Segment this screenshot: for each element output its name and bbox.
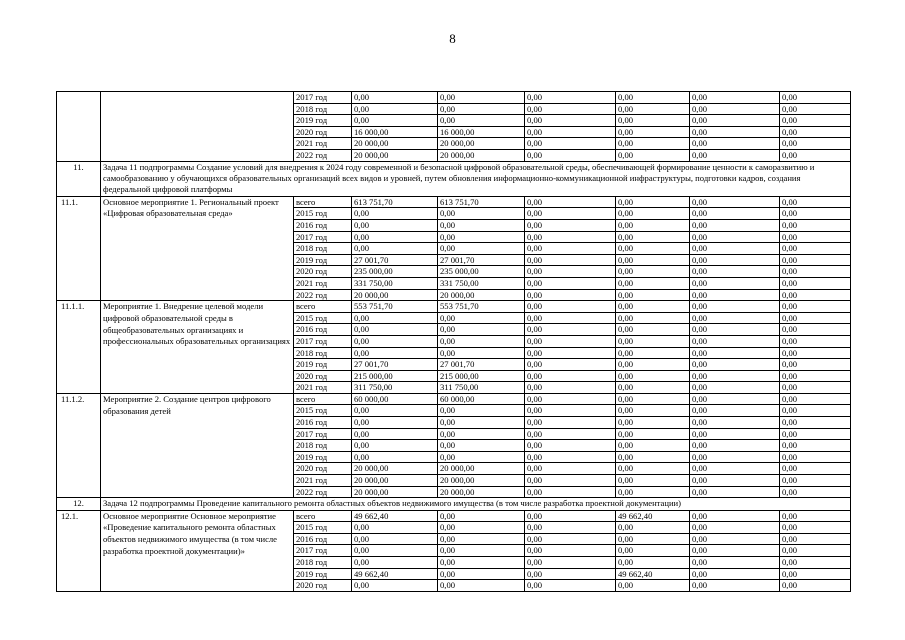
amount-cell: 0,00: [690, 126, 780, 138]
amount-cell: 27 001,70: [438, 359, 525, 371]
period-cell: 2018 год: [294, 440, 352, 452]
amount-cell: 0,00: [525, 486, 616, 498]
amount-cell: 0,00: [525, 126, 616, 138]
table-row: [57, 196, 851, 208]
table-row: [57, 301, 851, 313]
amount-cell: 311 750,00: [352, 382, 438, 394]
task-description: Задача 11 подпрограммы Создание условий для внедрения к 2024 году современной и безопасной цифровой образовательной среды, обеспечивающей формирование ценности к саморазвитию и самообразованию у обучающихся образовательных организаций всех видов и уровней, путем обновления информационно-коммуникационной инфраструктуры, подготовки кадров, создания федеральной цифровой платформы: [101, 161, 851, 196]
amount-cell: 0,00: [616, 370, 690, 382]
amount-cell: 0,00: [438, 115, 525, 127]
amount-cell: 0,00: [690, 393, 780, 405]
amount-cell: 0,00: [525, 92, 616, 104]
amount-cell: 0,00: [438, 522, 525, 534]
amount-cell: 331 750,00: [438, 277, 525, 289]
amount-cell: 0,00: [352, 405, 438, 417]
amount-cell: 0,00: [780, 405, 851, 417]
amount-cell: 60 000,00: [352, 393, 438, 405]
amount-cell: 0,00: [616, 208, 690, 220]
period-cell: 2021 год: [294, 277, 352, 289]
amount-cell: 0,00: [616, 289, 690, 301]
amount-cell: 0,00: [690, 568, 780, 580]
amount-cell: 20 000,00: [438, 475, 525, 487]
amount-cell: 0,00: [690, 115, 780, 127]
amount-cell: 0,00: [780, 568, 851, 580]
amount-cell: 0,00: [616, 486, 690, 498]
amount-cell: 0,00: [352, 115, 438, 127]
amount-cell: 0,00: [690, 277, 780, 289]
amount-cell: 0,00: [690, 370, 780, 382]
amount-cell: 0,00: [780, 103, 851, 115]
amount-cell: 0,00: [780, 115, 851, 127]
measure-code: 11.1.2.: [57, 393, 101, 497]
task-code: 11.: [57, 161, 101, 196]
measure-title: Основное мероприятие 1. Региональный проект «Цифровая образовательная среда»: [101, 196, 294, 300]
amount-cell: 0,00: [438, 347, 525, 359]
amount-cell: 0,00: [780, 451, 851, 463]
amount-cell: 0,00: [525, 289, 616, 301]
amount-cell: 0,00: [780, 312, 851, 324]
amount-cell: 0,00: [525, 312, 616, 324]
amount-cell: 0,00: [616, 557, 690, 569]
amount-cell: 0,00: [780, 557, 851, 569]
amount-cell: 0,00: [690, 428, 780, 440]
amount-cell: 0,00: [616, 347, 690, 359]
period-cell: 2017 год: [294, 231, 352, 243]
amount-cell: 20 000,00: [352, 475, 438, 487]
amount-cell: 235 000,00: [438, 266, 525, 278]
amount-cell: 0,00: [616, 243, 690, 255]
amount-cell: 0,00: [352, 417, 438, 429]
amount-cell: 0,00: [525, 510, 616, 522]
amount-cell: 0,00: [438, 243, 525, 255]
period-cell: 2021 год: [294, 475, 352, 487]
amount-cell: 0,00: [780, 243, 851, 255]
amount-cell: 0,00: [616, 580, 690, 592]
amount-cell: 20 000,00: [438, 463, 525, 475]
period-cell: всего: [294, 301, 352, 313]
amount-cell: 20 000,00: [438, 138, 525, 150]
amount-cell: 0,00: [616, 405, 690, 417]
amount-cell: 0,00: [690, 92, 780, 104]
measure-title: Мероприятие 1. Внедрение целевой модели цифровой образовательной среды в общеобразовательных организациях и профессиональных образовательных организациях: [101, 301, 294, 394]
amount-cell: 0,00: [616, 254, 690, 266]
amount-cell: 0,00: [616, 417, 690, 429]
amount-cell: 0,00: [616, 231, 690, 243]
amount-cell: 0,00: [616, 301, 690, 313]
period-cell: 2019 год: [294, 115, 352, 127]
amount-cell: 27 001,70: [352, 254, 438, 266]
amount-cell: 0,00: [780, 301, 851, 313]
period-cell: 2015 год: [294, 208, 352, 220]
task-description: Задача 12 подпрограммы Проведение капитального ремонта областных объектов недвижимого имущества (в том числе разработка проектной документации): [101, 498, 851, 510]
amount-cell: 0,00: [780, 417, 851, 429]
amount-cell: 0,00: [352, 219, 438, 231]
amount-cell: 0,00: [352, 557, 438, 569]
amount-cell: 0,00: [780, 359, 851, 371]
measure-code: [57, 92, 101, 162]
amount-cell: 0,00: [525, 301, 616, 313]
task-row: [57, 161, 851, 196]
amount-cell: 16 000,00: [352, 126, 438, 138]
amount-cell: 0,00: [525, 208, 616, 220]
amount-cell: 0,00: [616, 324, 690, 336]
amount-cell: 553 751,70: [352, 301, 438, 313]
amount-cell: 0,00: [780, 347, 851, 359]
amount-cell: 613 751,70: [352, 196, 438, 208]
task-row: [57, 498, 851, 510]
amount-cell: 20 000,00: [438, 149, 525, 161]
amount-cell: 0,00: [616, 463, 690, 475]
amount-cell: 0,00: [690, 545, 780, 557]
amount-cell: 0,00: [352, 312, 438, 324]
amount-cell: 0,00: [690, 451, 780, 463]
measure-code: 11.1.1.: [57, 301, 101, 394]
amount-cell: 0,00: [352, 451, 438, 463]
amount-cell: 0,00: [780, 231, 851, 243]
period-cell: 2017 год: [294, 428, 352, 440]
amount-cell: 0,00: [352, 231, 438, 243]
amount-cell: 0,00: [780, 486, 851, 498]
amount-cell: 0,00: [780, 126, 851, 138]
amount-cell: 0,00: [438, 440, 525, 452]
amount-cell: 0,00: [690, 463, 780, 475]
period-cell: 2020 год: [294, 370, 352, 382]
amount-cell: 0,00: [525, 533, 616, 545]
amount-cell: 0,00: [616, 103, 690, 115]
period-cell: 2022 год: [294, 289, 352, 301]
amount-cell: 0,00: [690, 382, 780, 394]
amount-cell: 0,00: [352, 208, 438, 220]
amount-cell: 0,00: [525, 103, 616, 115]
amount-cell: 0,00: [780, 266, 851, 278]
amount-cell: 0,00: [780, 149, 851, 161]
amount-cell: 0,00: [780, 324, 851, 336]
amount-cell: 0,00: [616, 533, 690, 545]
period-cell: 2018 год: [294, 243, 352, 255]
amount-cell: 0,00: [525, 393, 616, 405]
amount-cell: 0,00: [352, 92, 438, 104]
period-cell: 2019 год: [294, 568, 352, 580]
measure-title: Основное мероприятие Основное мероприятие «Проведение капитального ремонта областных объектов недвижимого имущества (в том числе разработка проектной документации)»: [101, 510, 294, 591]
period-cell: 2017 год: [294, 92, 352, 104]
amount-cell: 0,00: [780, 138, 851, 150]
amount-cell: 20 000,00: [352, 463, 438, 475]
amount-cell: 0,00: [352, 522, 438, 534]
period-cell: 2017 год: [294, 335, 352, 347]
period-cell: 2015 год: [294, 522, 352, 534]
amount-cell: 0,00: [690, 580, 780, 592]
period-cell: 2022 год: [294, 486, 352, 498]
amount-cell: 20 000,00: [352, 138, 438, 150]
amount-cell: 0,00: [690, 289, 780, 301]
amount-cell: 0,00: [525, 266, 616, 278]
amount-cell: 0,00: [616, 440, 690, 452]
amount-cell: 0,00: [616, 92, 690, 104]
period-cell: 2016 год: [294, 533, 352, 545]
amount-cell: 0,00: [616, 312, 690, 324]
amount-cell: 0,00: [690, 103, 780, 115]
amount-cell: 0,00: [525, 440, 616, 452]
amount-cell: 0,00: [525, 115, 616, 127]
period-cell: 2017 год: [294, 545, 352, 557]
amount-cell: 0,00: [780, 335, 851, 347]
amount-cell: 0,00: [690, 359, 780, 371]
amount-cell: 0,00: [525, 382, 616, 394]
amount-cell: 0,00: [525, 580, 616, 592]
table-row: [57, 510, 851, 522]
amount-cell: 0,00: [616, 277, 690, 289]
amount-cell: 0,00: [690, 266, 780, 278]
period-cell: 2020 год: [294, 580, 352, 592]
amount-cell: 0,00: [525, 557, 616, 569]
amount-cell: 0,00: [525, 370, 616, 382]
amount-cell: 0,00: [438, 92, 525, 104]
amount-cell: 60 000,00: [438, 393, 525, 405]
period-cell: 2018 год: [294, 347, 352, 359]
amount-cell: 0,00: [690, 522, 780, 534]
amount-cell: 235 000,00: [352, 266, 438, 278]
amount-cell: 0,00: [780, 428, 851, 440]
amount-cell: 0,00: [616, 359, 690, 371]
amount-cell: 0,00: [438, 510, 525, 522]
amount-cell: 0,00: [438, 335, 525, 347]
amount-cell: 0,00: [525, 196, 616, 208]
amount-cell: 0,00: [616, 475, 690, 487]
amount-cell: 0,00: [780, 580, 851, 592]
amount-cell: 0,00: [616, 545, 690, 557]
amount-cell: 0,00: [690, 335, 780, 347]
amount-cell: 27 001,70: [352, 359, 438, 371]
amount-cell: 0,00: [780, 277, 851, 289]
amount-cell: 0,00: [690, 510, 780, 522]
amount-cell: 0,00: [616, 115, 690, 127]
amount-cell: 0,00: [438, 417, 525, 429]
amount-cell: 0,00: [780, 545, 851, 557]
measure-code: 12.1.: [57, 510, 101, 591]
amount-cell: 0,00: [690, 486, 780, 498]
amount-cell: 49 662,40: [352, 568, 438, 580]
amount-cell: 0,00: [780, 475, 851, 487]
amount-cell: 0,00: [616, 382, 690, 394]
measure-title: Мероприятие 2. Создание центров цифрового образования детей: [101, 393, 294, 497]
amount-cell: 0,00: [438, 103, 525, 115]
amount-cell: 0,00: [780, 370, 851, 382]
period-cell: всего: [294, 510, 352, 522]
amount-cell: 49 662,40: [616, 510, 690, 522]
amount-cell: 0,00: [690, 324, 780, 336]
amount-cell: 0,00: [690, 254, 780, 266]
period-cell: 2015 год: [294, 312, 352, 324]
amount-cell: 0,00: [352, 335, 438, 347]
amount-cell: 0,00: [438, 405, 525, 417]
amount-cell: 0,00: [438, 312, 525, 324]
amount-cell: 0,00: [525, 359, 616, 371]
amount-cell: 0,00: [616, 266, 690, 278]
measure-code: 11.1.: [57, 196, 101, 300]
period-cell: 2021 год: [294, 138, 352, 150]
amount-cell: 0,00: [616, 219, 690, 231]
amount-cell: 0,00: [616, 149, 690, 161]
amount-cell: 0,00: [780, 196, 851, 208]
amount-cell: 0,00: [525, 475, 616, 487]
amount-cell: 0,00: [780, 393, 851, 405]
amount-cell: 311 750,00: [438, 382, 525, 394]
amount-cell: 0,00: [690, 231, 780, 243]
amount-cell: 20 000,00: [438, 289, 525, 301]
period-cell: 2016 год: [294, 417, 352, 429]
amount-cell: 0,00: [616, 393, 690, 405]
amount-cell: 0,00: [780, 208, 851, 220]
period-cell: 2022 год: [294, 149, 352, 161]
amount-cell: 0,00: [438, 580, 525, 592]
amount-cell: 0,00: [690, 208, 780, 220]
amount-cell: 0,00: [525, 463, 616, 475]
amount-cell: 0,00: [525, 522, 616, 534]
amount-cell: 0,00: [352, 324, 438, 336]
amount-cell: 0,00: [780, 289, 851, 301]
amount-cell: 0,00: [525, 405, 616, 417]
amount-cell: 0,00: [352, 243, 438, 255]
amount-cell: 0,00: [780, 219, 851, 231]
amount-cell: 0,00: [690, 417, 780, 429]
amount-cell: 0,00: [525, 138, 616, 150]
amount-cell: 0,00: [690, 196, 780, 208]
amount-cell: 0,00: [352, 533, 438, 545]
measure-title: [101, 92, 294, 162]
page-number: 8: [449, 31, 456, 46]
amount-cell: 0,00: [780, 533, 851, 545]
period-cell: 2016 год: [294, 219, 352, 231]
amount-cell: 0,00: [616, 196, 690, 208]
amount-cell: 49 662,40: [616, 568, 690, 580]
amount-cell: 0,00: [690, 475, 780, 487]
period-cell: всего: [294, 196, 352, 208]
period-cell: всего: [294, 393, 352, 405]
amount-cell: 0,00: [438, 545, 525, 557]
amount-cell: 0,00: [780, 382, 851, 394]
amount-cell: 0,00: [352, 428, 438, 440]
amount-cell: 0,00: [352, 545, 438, 557]
amount-cell: 0,00: [525, 428, 616, 440]
amount-cell: 0,00: [690, 405, 780, 417]
amount-cell: 0,00: [690, 557, 780, 569]
amount-cell: 0,00: [690, 312, 780, 324]
amount-cell: 215 000,00: [438, 370, 525, 382]
amount-cell: 0,00: [525, 324, 616, 336]
amount-cell: 0,00: [352, 580, 438, 592]
amount-cell: 613 751,70: [438, 196, 525, 208]
amount-cell: 0,00: [525, 219, 616, 231]
amount-cell: 215 000,00: [352, 370, 438, 382]
amount-cell: 0,00: [780, 522, 851, 534]
amount-cell: 0,00: [616, 138, 690, 150]
amount-cell: 20 000,00: [352, 486, 438, 498]
amount-cell: 0,00: [690, 301, 780, 313]
task-code: 12.: [57, 498, 101, 510]
amount-cell: 0,00: [690, 440, 780, 452]
amount-cell: 331 750,00: [352, 277, 438, 289]
amount-cell: 0,00: [525, 254, 616, 266]
period-cell: 2018 год: [294, 557, 352, 569]
period-cell: 2019 год: [294, 359, 352, 371]
amount-cell: 0,00: [438, 231, 525, 243]
amount-cell: 0,00: [780, 510, 851, 522]
amount-cell: 0,00: [616, 126, 690, 138]
amount-cell: 0,00: [525, 347, 616, 359]
amount-cell: 0,00: [780, 440, 851, 452]
amount-cell: 0,00: [525, 451, 616, 463]
amount-cell: 553 751,70: [438, 301, 525, 313]
period-cell: 2020 год: [294, 126, 352, 138]
amount-cell: 0,00: [525, 149, 616, 161]
amount-cell: 0,00: [438, 557, 525, 569]
amount-cell: 0,00: [525, 545, 616, 557]
amount-cell: 0,00: [438, 428, 525, 440]
amount-cell: 0,00: [352, 347, 438, 359]
amount-cell: 0,00: [525, 335, 616, 347]
period-cell: 2021 год: [294, 382, 352, 394]
period-cell: 2016 год: [294, 324, 352, 336]
amount-cell: 0,00: [525, 417, 616, 429]
amount-cell: 0,00: [352, 103, 438, 115]
period-cell: 2020 год: [294, 266, 352, 278]
amount-cell: 0,00: [438, 219, 525, 231]
period-cell: 2019 год: [294, 451, 352, 463]
period-cell: 2018 год: [294, 103, 352, 115]
amount-cell: 0,00: [352, 440, 438, 452]
amount-cell: 0,00: [525, 277, 616, 289]
amount-cell: 20 000,00: [438, 486, 525, 498]
amount-cell: 0,00: [690, 149, 780, 161]
amount-cell: 0,00: [438, 533, 525, 545]
amount-cell: 0,00: [780, 254, 851, 266]
amount-cell: 49 662,40: [352, 510, 438, 522]
amount-cell: 0,00: [525, 568, 616, 580]
amount-cell: 16 000,00: [438, 126, 525, 138]
amount-cell: 0,00: [780, 463, 851, 475]
amount-cell: 0,00: [690, 138, 780, 150]
amount-cell: 0,00: [690, 533, 780, 545]
amount-cell: 0,00: [438, 324, 525, 336]
amount-cell: 0,00: [690, 219, 780, 231]
amount-cell: 20 000,00: [352, 149, 438, 161]
amount-cell: 0,00: [438, 451, 525, 463]
amount-cell: 0,00: [438, 208, 525, 220]
amount-cell: 0,00: [616, 522, 690, 534]
table-row: [57, 92, 851, 104]
amount-cell: 0,00: [690, 347, 780, 359]
amount-cell: 0,00: [438, 568, 525, 580]
amount-cell: 0,00: [616, 428, 690, 440]
amount-cell: 0,00: [616, 451, 690, 463]
amount-cell: 20 000,00: [352, 289, 438, 301]
amount-cell: 0,00: [616, 335, 690, 347]
period-cell: 2020 год: [294, 463, 352, 475]
table-row: [57, 393, 851, 405]
amount-cell: 0,00: [525, 231, 616, 243]
amount-cell: 27 001,70: [438, 254, 525, 266]
amount-cell: 0,00: [780, 92, 851, 104]
period-cell: 2015 год: [294, 405, 352, 417]
amount-cell: 0,00: [525, 243, 616, 255]
budget-table: [56, 91, 851, 592]
amount-cell: 0,00: [690, 243, 780, 255]
period-cell: 2019 год: [294, 254, 352, 266]
